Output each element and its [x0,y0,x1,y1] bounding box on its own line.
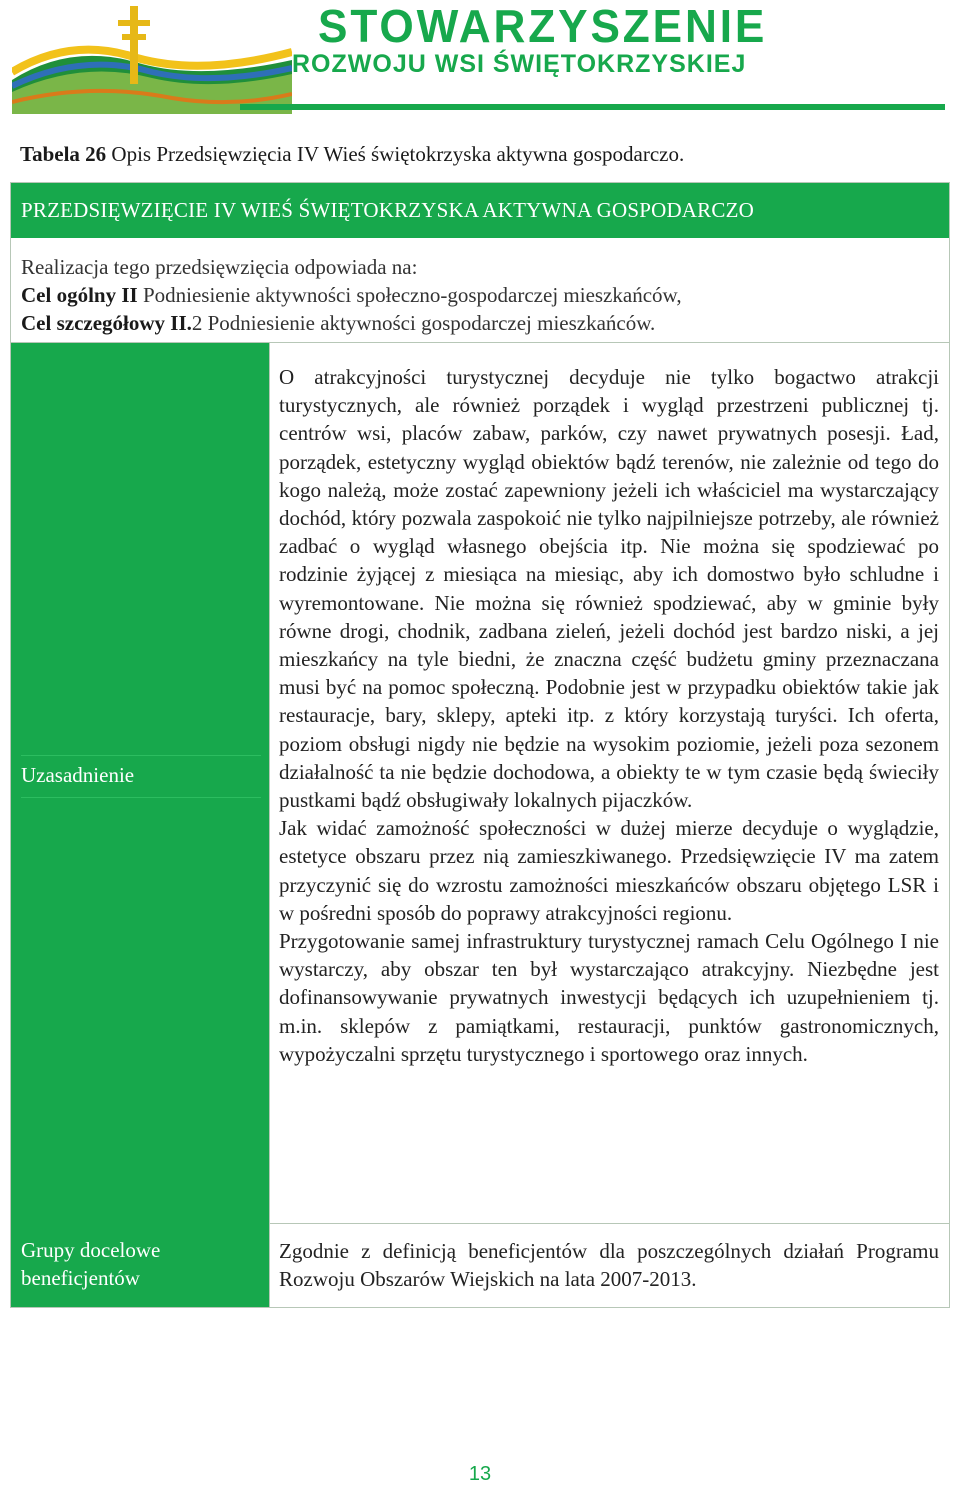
intro-goal-specific [21,309,939,337]
header-divider [240,104,945,110]
paragraph: O atrakcyjności turystycznej decyduje nie tylko bogactwo atrakcji turystycznych, ale również porządek i wygląd przestrzeni publicznej tj. centrów wsi, placów zabaw, parków, czy nawet prywatnych posesji. Ład, porządek, estetyczny wygląd obiektów bądź terenów, nie zależnie od tego do kogo należą, może zostać zapewniony jeżeli ich właściciel ma wystarczający dochód, który pozwala zaspokoić nie tylko najpilniejsze potrzeby, ale również zadbać o wygląd własnego obejścia itp. Nie można się spodziewać po rodzinie żyjącej z miesiąca na miesiąc, aby ich domostwo było schludne i wyremontowane. Nie można się również spodziewać, aby w gminie były równe drogi, chodnik, zadbana zieleń, jeżeli dochód jest bardzo niski, a jej mieszkańcy na tyle biedni, że znaczna część budżetu gminy przeznaczana musi być na pomoc społeczną. Podobnie jest w przypadku obiektów takie jak restauracje, bary, sklepy, apteki itp. z który korzystają turyści. Ich oferta, poziom obsługi nigdy nie będzie na wysokim poziomie, jeżeli poza sezonem działalność ta nie będzie dochodowa, a obiekty te w tym czasie będą świeciły pustkami bądź obsługiwały lokalnych pijaczków. [279,365,939,813]
goal-general-text: Podniesienie aktywności społeczno-gospodarczej mieszkańców, [137,283,682,307]
row-content-cell [269,1223,949,1307]
row-content-cell [269,343,949,1223]
page-header [0,0,960,118]
table-intro [11,239,949,343]
caption-text: Opis Przedsięwzięcia IV Wieś świętokrzyska aktywna gospodarczo. [106,142,685,166]
row-label-line: Grupy docelowe [21,1238,161,1262]
row-label-cell [11,343,269,1223]
goal-specific-label: Cel szczegółowy II. [21,311,192,335]
cross-hills-logo-icon [12,2,292,114]
row-label-grupy [21,1236,160,1292]
row-label-uzasadnienie: Uzasadnienie [21,763,135,787]
table-header: PRZEDSIĘWZIĘCIE IV WIEŚ ŚWIĘTOKRZYSKA AKTYWNA GOSPODARCZO [11,183,949,238]
row-label-cell [11,1223,269,1307]
org-title: STOWARZYSZENIE [318,0,768,52]
cell-divider [21,797,261,798]
goal-specific-text: 2 Podniesienie aktywności gospodarczej mieszkańców. [191,311,656,335]
page-number: 13 [468,1463,492,1485]
cell-divider [21,755,261,756]
intro-goal-general [21,281,939,309]
paragraph: Przygotowanie samej infrastruktury turystycznej ramach Celu Ogólnego I nie wystarczy, aby obszar ten był wystarczająco atrakcyjny. Niezbędne jest dofinansowywanie prywatnych inwestycji będących ich uzupełnieniem tj. m.in. sklepów z pamiątkami, restauracji, punktów gastronomicznych, wypożyczalni sprzętu turystycznego i sportowego oraz innych. [279,929,939,1066]
paragraph: Zgodnie z definicją beneficjentów dla poszczególnych działań Programu Rozwoju Obszarów Wiejskich na lata 2007-2013. [279,1239,939,1292]
description-table [10,182,950,1308]
org-subtitle: ROZWOJU WSI ŚWIĘTOKRZYSKIEJ [292,50,747,78]
table-caption [20,140,950,168]
paragraph: Jak widać zamożność społeczności w dużej mierze decyduje o wyglądzie, estetyce obszaru przez nią zamieszkiwanego. Przedsięwzięcie IV ma zatem przyczynić się do wzrostu zamożności mieszkańców obszaru objętego LSR i w pośredni sposób do poprawy atrakcyjności regionu. [279,816,939,925]
caption-label: Tabela 26 [20,142,107,166]
row-label-line: beneficjentów [21,1266,140,1290]
goal-general-label: Cel ogólny II [21,283,138,307]
intro-line: Realizacja tego przedsięwzięcia odpowiada na: [21,255,418,279]
